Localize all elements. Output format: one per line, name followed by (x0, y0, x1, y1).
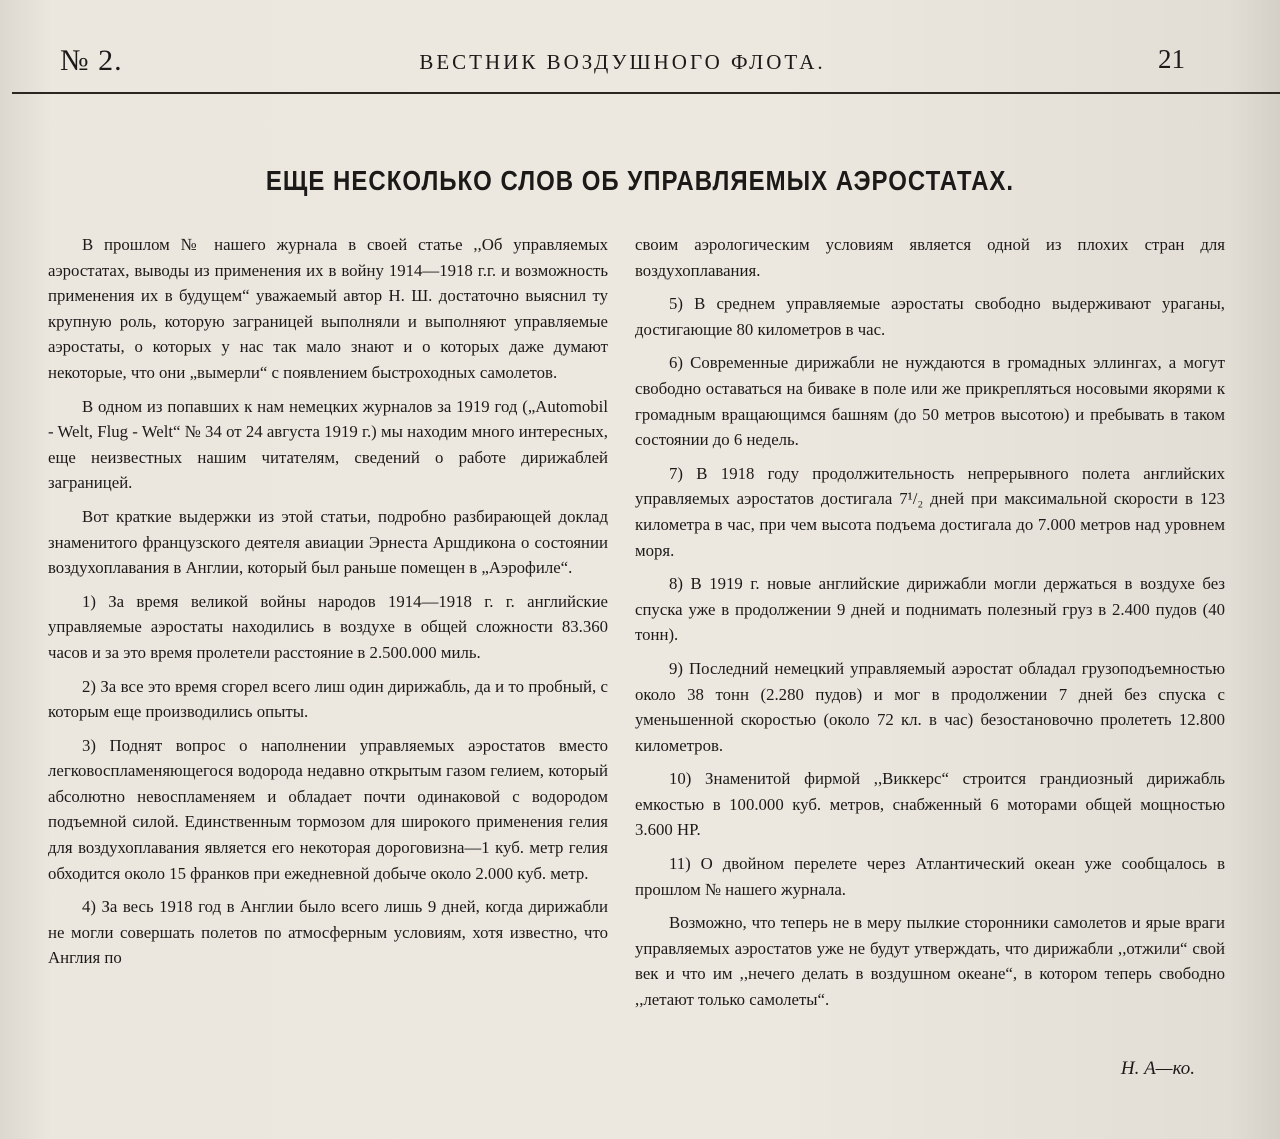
paragraph: 7) В 1918 году продолжительность непрерывного полета английских управляемых аэростатов достигала 7¹/₂ дней при максимальной скорости в 123 километра в час, при чем высота подъема достигала до 7.000 метров над уровнем моря. (635, 463, 1225, 560)
paragraph: своим аэрологическим условиям является одной из плохих стран для воздухоплавания. (635, 235, 1225, 280)
journal-title: ВЕСТНИК ВОЗДУШНОГО ФЛОТА. (419, 50, 826, 74)
paragraph: 3) Поднят вопрос о наполнении управляемых аэростатов вместо легковоспламеняющегося водорода недавно открытым газом гелием, который абсолютно невоспламеняем и обладает почти одинаковой с водородом подъемной силой. Единственным тормозом для широкого применения гелия для воздухоплавания является его некоторая дороговизна—1 куб. метр гелия обходится около 15 франков при ежедневной добыче около 2.000 куб. метр. (48, 735, 608, 883)
paragraph: 11) О двойном перелете через Атлантический океан уже сообщалось в прошлом № нашего журнала. (635, 854, 1225, 899)
page-number: 21 (1158, 44, 1185, 74)
paragraph: 2) За все это время сгорел всего лиш один дирижабль, да и то пробный, с которым еще производились опыты. (48, 676, 608, 722)
article-title: ЕЩЕ НЕСКОЛЬКО СЛОВ ОБ УПРАВЛЯЕМЫХ АЭРОСТАТАХ. (265, 165, 1015, 197)
paragraph: 9) Последний немецкий управляемый аэростат обладал грузоподъемностью около 38 тонн (2.280 пудов) и мог в продолжении 7 дней без спуска с уменьшенной скоростью (около 72 кл. в час) безостановочно пролететь 12.800 километров. (635, 658, 1225, 755)
paragraph: В одном из попавших к нам немецких журналов за 1919 год („Automobil - Welt, Flug - Welt“ № 34 от 24 августа 1919 г.) мы находим много интересных, еще неизвестных нашим читателям, сведений о работе дирижаблей заграницей. (48, 396, 608, 493)
paragraph: В прошлом № нашего журнала в своей статье ,,Об управляемых аэростатах, выводы из применения их в войну 1914—1918 г.г. и возможность применения их в будущем“ уважаемый автор Н. Ш. достаточно выяснил ту крупную роль, которую заграницей выполняли и выполняют управляемые аэростаты, о которых у нас так мало знают и о которых даже думают некоторые, что они „вымерли“ с появлением быстроходных самолетов. (48, 235, 608, 382)
page-header (60, 44, 1185, 84)
paragraph: 4) За весь 1918 год в Англии было всего лишь 9 дней, когда дирижабли не могли совершать полетов по атмосферным условиям, хотя известно, что Англия по (48, 897, 608, 968)
right-column (635, 232, 1225, 1021)
paragraph: 1) За время великой войны народов 1914—1918 г. г. английские управляемые аэростаты находились в воздухе в общей сложности 83.360 часов и за это время пролетели расстояние в 2.500.000 миль. (48, 591, 608, 662)
paragraph: 6) Современные дирижабли не нуждаются в громадных эллингах, а могут свободно оставаться на бивакe в поле или же прикрепляться носовыми якорями к громадным вращающимся башням (до 50 метров высотою) и пребывать в таком состоянии до 6 недель. (635, 353, 1225, 450)
paragraph: 5) В среднем управляемые аэростаты свободно выдерживают ураганы, достигающие 80 километров в час. (635, 294, 1225, 339)
paragraph: 8) В 1919 г. новые английские дирижабли могли держаться в воздухе без спуска уже в продолжении 9 дней и поднимать полезный груз в 2.400 пудов (40 тонн). (635, 574, 1225, 645)
left-column (48, 232, 608, 979)
paragraph: Возможно, что теперь не в меру пылкие сторонники самолетов и ярые враги управляемых аэростатов уже не будут утверждать, что дирижабли ,,отжили“ свой век и что им ,,нечего делать в воздушном океане“, в котором теперь свободно ,,летают только самолеты“. (635, 913, 1225, 1010)
issue-number: № 2. (60, 44, 123, 77)
paragraph: 10) Знаменитой фирмой ,,Виккерс“ строится грандиозный дирижабль емкостью в 100.000 куб. метров, снабженный 6 моторами общей мощностью 3.600 HP. (635, 769, 1225, 840)
paragraph: Вот краткие выдержки из этой статьи, подробно разбирающей доклад знаменитого французского деятеля авиации Эрнеста Аршдикона о состоянии воздухоплавания в Англии, который был раньше помещен в „Аэрофиле“. (48, 506, 608, 578)
author-signature: Н. А—ко. (1120, 1058, 1195, 1079)
header-rule (12, 92, 1280, 94)
